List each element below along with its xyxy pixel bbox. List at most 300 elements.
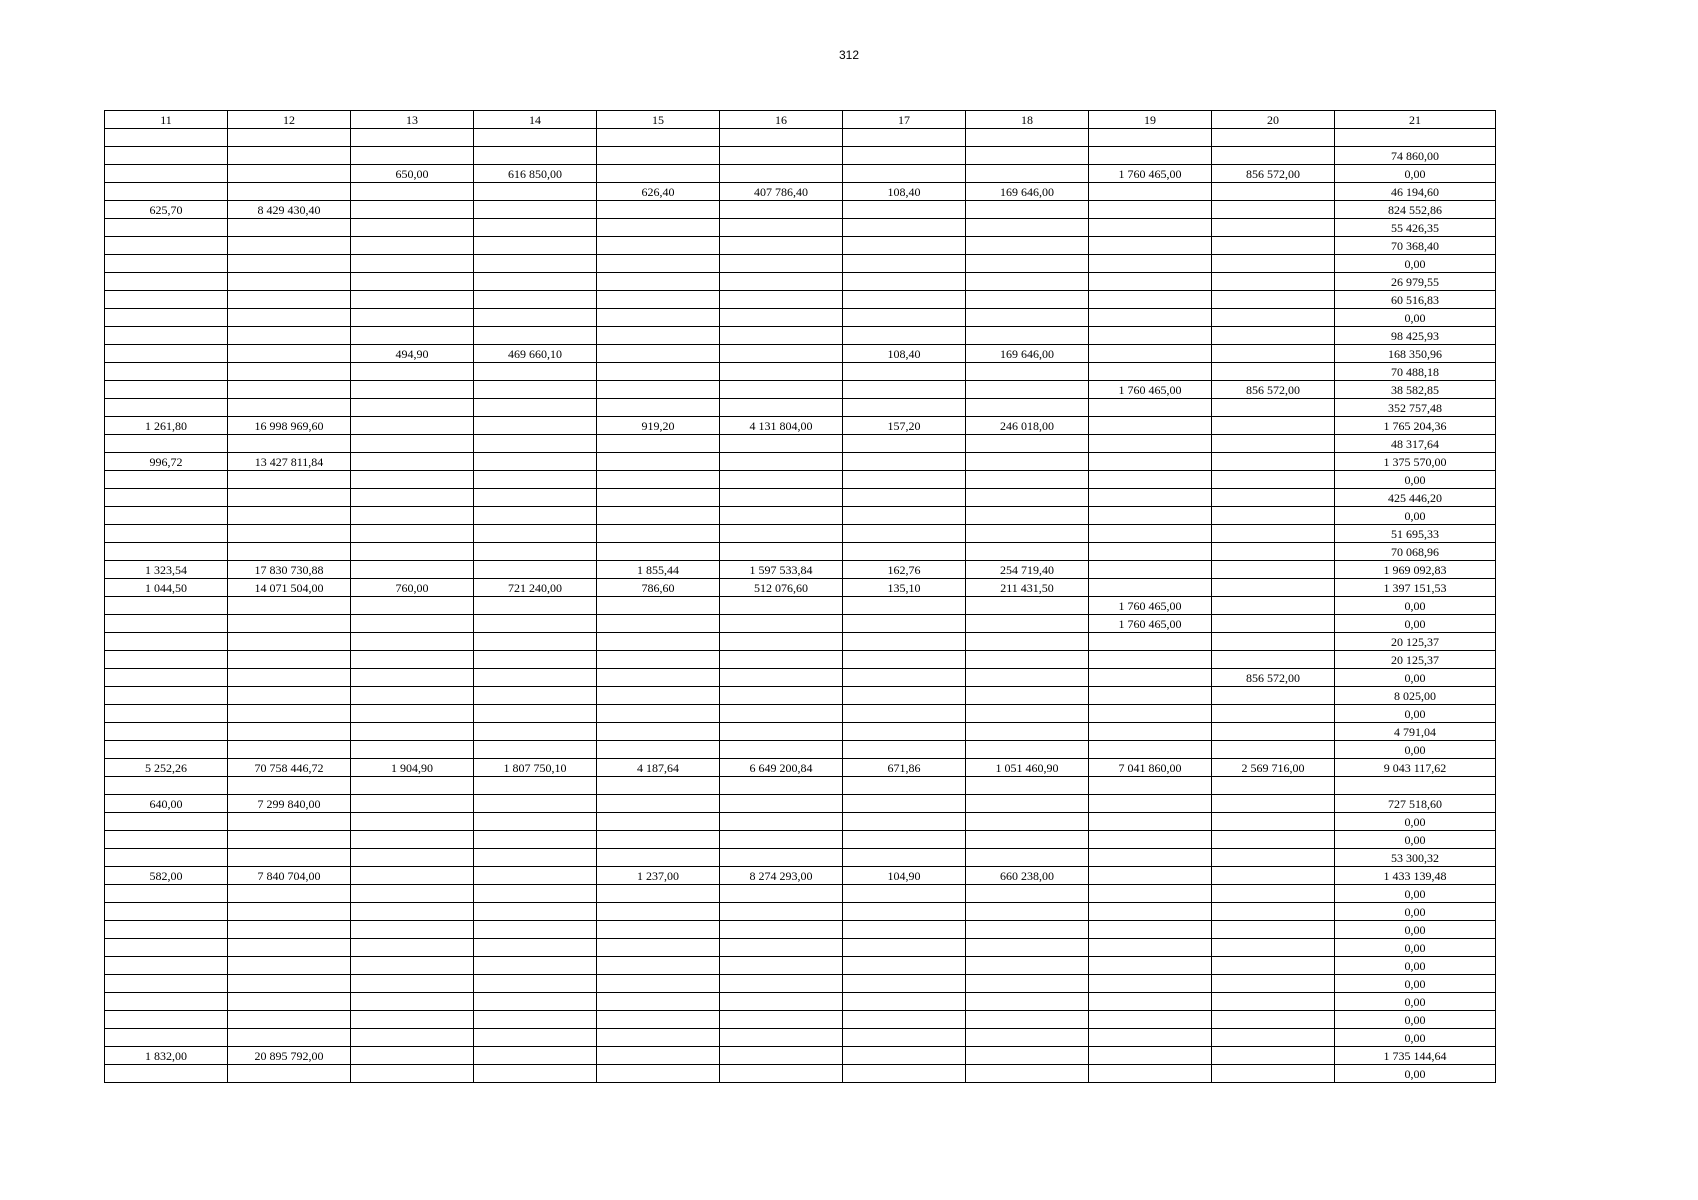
table-cell [1089,147,1212,165]
table-cell [1089,813,1212,831]
table-cell [474,435,597,453]
column-header: 11 [105,111,228,129]
table-cell [597,129,720,147]
table-cell [720,309,843,327]
table-cell [597,453,720,471]
column-header: 12 [228,111,351,129]
table-cell [474,1011,597,1029]
table-cell [105,975,228,993]
table-cell [105,993,228,1011]
table-cell [105,543,228,561]
table-cell [228,885,351,903]
table-cell [597,1047,720,1065]
table-cell [720,507,843,525]
table-cell: 0,00 [1335,939,1496,957]
table-cell: 1 760 465,00 [1089,381,1212,399]
table-cell [474,597,597,615]
table-cell [351,921,474,939]
table-cell: 856 572,00 [1212,165,1335,183]
table-row [105,777,1496,795]
table-cell [1212,237,1335,255]
table-cell [474,939,597,957]
table-cell [843,885,966,903]
table-cell [966,381,1089,399]
table-cell [1089,795,1212,813]
table-cell [843,903,966,921]
table-cell [1212,273,1335,291]
table-cell [1212,525,1335,543]
table-cell [1212,129,1335,147]
table-cell: 1 765 204,36 [1335,417,1496,435]
table-cell [720,669,843,687]
table-cell [105,633,228,651]
table-cell [1212,453,1335,471]
table-cell [228,669,351,687]
table-cell [228,957,351,975]
table-row [105,345,1496,363]
table-cell: 104,90 [843,867,966,885]
table-cell: 1 375 570,00 [1335,453,1496,471]
table-cell [1212,993,1335,1011]
table-cell [720,147,843,165]
table-cell [597,381,720,399]
table-cell [720,777,843,795]
table-cell [105,813,228,831]
table-row [105,183,1496,201]
table-cell: 1 832,00 [105,1047,228,1065]
table-cell [843,309,966,327]
table-cell [843,669,966,687]
table-cell [351,633,474,651]
table-cell [228,993,351,1011]
table-cell [843,381,966,399]
table-cell [597,615,720,633]
table-row [105,903,1496,921]
table-cell: 17 830 730,88 [228,561,351,579]
table-cell: 512 076,60 [720,579,843,597]
table-cell [351,867,474,885]
table-cell [351,237,474,255]
table-cell [720,165,843,183]
table-row [105,687,1496,705]
table-row [105,309,1496,327]
table-cell [720,489,843,507]
table-cell [720,399,843,417]
table-cell [105,849,228,867]
table-cell [474,849,597,867]
table-cell [228,237,351,255]
table-cell: 0,00 [1335,741,1496,759]
table-cell [1089,1011,1212,1029]
table-cell [966,489,1089,507]
table-cell [720,849,843,867]
table-cell: 1 597 533,84 [720,561,843,579]
table-cell: 856 572,00 [1212,381,1335,399]
table-cell [105,939,228,957]
table-cell [1089,363,1212,381]
table-cell [597,975,720,993]
table-cell [474,777,597,795]
table-row [105,561,1496,579]
table-cell [597,237,720,255]
table-cell [720,687,843,705]
table-cell [597,903,720,921]
table-cell [597,795,720,813]
table-cell [720,1029,843,1047]
table-cell [843,471,966,489]
table-cell [720,201,843,219]
table-cell: 1 397 151,53 [1335,579,1496,597]
table-cell [597,957,720,975]
table-cell [720,381,843,399]
table-cell [966,147,1089,165]
table-cell: 168 350,96 [1335,345,1496,363]
column-header: 19 [1089,111,1212,129]
table-cell [1089,1047,1212,1065]
table-cell [474,1029,597,1047]
table-cell [966,687,1089,705]
table-cell [105,705,228,723]
table-cell: 1 904,90 [351,759,474,777]
table-cell [966,831,1089,849]
table-cell [228,903,351,921]
table-cell [720,129,843,147]
table-cell [597,363,720,381]
table-cell [1089,435,1212,453]
table-cell [1212,651,1335,669]
table-cell: 9 043 117,62 [1335,759,1496,777]
table-cell [228,813,351,831]
table-cell [966,921,1089,939]
table-cell: 1 051 460,90 [966,759,1089,777]
table-cell [1089,885,1212,903]
table-cell [1089,183,1212,201]
table-cell [1089,471,1212,489]
column-header: 20 [1212,111,1335,129]
column-header: 17 [843,111,966,129]
table-cell [228,615,351,633]
table-cell [966,543,1089,561]
table-cell: 70 368,40 [1335,237,1496,255]
table-cell: 0,00 [1335,921,1496,939]
table-cell [597,723,720,741]
table-cell [720,795,843,813]
table-cell: 169 646,00 [966,345,1089,363]
table-cell [351,705,474,723]
table-row [105,255,1496,273]
table-cell [228,327,351,345]
table-cell [843,1011,966,1029]
table-cell [720,237,843,255]
table-row [105,993,1496,1011]
table-cell [228,507,351,525]
table-cell [228,651,351,669]
column-header: 18 [966,111,1089,129]
table-cell: 20 125,37 [1335,633,1496,651]
table-row [105,399,1496,417]
table-cell [843,219,966,237]
table-cell: 0,00 [1335,1065,1496,1083]
table-cell [351,417,474,435]
table-cell [843,813,966,831]
table-cell [228,597,351,615]
table-cell [351,129,474,147]
table-cell [1212,147,1335,165]
table-cell [474,255,597,273]
table-cell [351,975,474,993]
table-cell: 48 317,64 [1335,435,1496,453]
table-cell [351,471,474,489]
table-cell [843,363,966,381]
table-cell [1212,1065,1335,1083]
table-cell [474,471,597,489]
table-cell [597,147,720,165]
table-cell [474,381,597,399]
table-cell [1089,291,1212,309]
table-cell [1212,579,1335,597]
table-cell [597,345,720,363]
table-cell [351,831,474,849]
table-cell [843,651,966,669]
table-cell [597,507,720,525]
table-cell: 1 433 139,48 [1335,867,1496,885]
table-row [105,975,1496,993]
table-cell [474,1065,597,1083]
table-cell: 254 719,40 [966,561,1089,579]
table-cell: 70 758 446,72 [228,759,351,777]
table-cell [1212,777,1335,795]
table-cell [966,363,1089,381]
table-cell: 26 979,55 [1335,273,1496,291]
table-cell [228,471,351,489]
table-cell [966,741,1089,759]
table-cell [1089,939,1212,957]
table-row [105,741,1496,759]
table-cell [843,165,966,183]
table-cell [843,939,966,957]
table-cell [474,561,597,579]
table-cell: 1 760 465,00 [1089,615,1212,633]
table-cell [105,615,228,633]
table-cell: 625,70 [105,201,228,219]
table-cell [474,507,597,525]
table-cell: 0,00 [1335,705,1496,723]
table-cell [105,309,228,327]
table-cell: 13 427 811,84 [228,453,351,471]
table-cell [1212,291,1335,309]
table-cell [966,237,1089,255]
table-cell: 51 695,33 [1335,525,1496,543]
table-cell [105,345,228,363]
table-cell [351,507,474,525]
data-table [104,110,1496,1083]
table-cell [1212,363,1335,381]
table-cell [966,615,1089,633]
table-cell: 494,90 [351,345,474,363]
table-cell [720,363,843,381]
table-cell [228,219,351,237]
table-cell [105,885,228,903]
table-cell: 0,00 [1335,831,1496,849]
table-cell [228,129,351,147]
table-cell [1212,201,1335,219]
table-cell [105,777,228,795]
table-row [105,435,1496,453]
table-cell [228,777,351,795]
table-cell [474,813,597,831]
table-cell [1089,849,1212,867]
table-cell: 0,00 [1335,597,1496,615]
table-cell [1212,921,1335,939]
table-cell [720,975,843,993]
table-cell [351,813,474,831]
table-cell [966,903,1089,921]
table-cell: 5 252,26 [105,759,228,777]
table-cell [720,597,843,615]
table-cell [105,1065,228,1083]
table-cell: 157,20 [843,417,966,435]
table-cell: 727 518,60 [1335,795,1496,813]
table-cell [597,651,720,669]
table-cell [105,903,228,921]
table-cell [474,741,597,759]
table-cell [720,435,843,453]
table-row [105,165,1496,183]
table-cell [105,291,228,309]
table-cell: 0,00 [1335,471,1496,489]
table-cell [1212,705,1335,723]
table-cell [720,291,843,309]
table-cell [1089,1029,1212,1047]
table-row [105,453,1496,471]
table-cell [228,543,351,561]
table-cell [843,399,966,417]
table-row [105,615,1496,633]
table-cell: 8 274 293,00 [720,867,843,885]
table-cell [843,1065,966,1083]
table-cell [474,921,597,939]
table-row [105,489,1496,507]
table-cell [1212,183,1335,201]
table-cell [720,1047,843,1065]
table-row [105,759,1496,777]
table-row [105,1029,1496,1047]
table-cell [1089,723,1212,741]
table-cell [1089,1065,1212,1083]
table-cell [351,525,474,543]
table-cell [843,831,966,849]
table-cell [351,1065,474,1083]
table-row [105,921,1496,939]
table-cell [966,777,1089,795]
table-cell [1089,345,1212,363]
table-cell: 469 660,10 [474,345,597,363]
table-body [105,129,1496,1083]
table-cell: 135,10 [843,579,966,597]
table-cell [1212,399,1335,417]
table-cell: 4 791,04 [1335,723,1496,741]
table-cell [597,489,720,507]
table-cell [843,633,966,651]
table-row [105,651,1496,669]
table-cell [351,291,474,309]
table-cell [843,1047,966,1065]
table-cell [1089,633,1212,651]
table-cell [597,309,720,327]
table-row [105,471,1496,489]
table-cell [966,633,1089,651]
table-cell: 1 261,80 [105,417,228,435]
table-cell [351,255,474,273]
table-cell: 919,20 [597,417,720,435]
table-cell [1089,867,1212,885]
table-cell: 6 649 200,84 [720,759,843,777]
table-cell [1212,507,1335,525]
table-cell: 760,00 [351,579,474,597]
table-cell [474,273,597,291]
table-cell [105,237,228,255]
table-cell [966,1029,1089,1047]
table-cell [1089,831,1212,849]
table-cell [474,903,597,921]
table-cell [966,1047,1089,1065]
table-row [105,1011,1496,1029]
table-cell: 856 572,00 [1212,669,1335,687]
table-cell [228,183,351,201]
table-cell [228,435,351,453]
table-cell [1212,543,1335,561]
table-cell [597,435,720,453]
table-cell [1089,201,1212,219]
table-cell [1335,777,1496,795]
table-cell [351,183,474,201]
table-cell [843,147,966,165]
table-cell [474,993,597,1011]
table-cell [228,525,351,543]
table-cell [597,255,720,273]
column-header: 14 [474,111,597,129]
table-cell [1089,975,1212,993]
table-cell [720,723,843,741]
table-cell [597,1011,720,1029]
table-row [105,813,1496,831]
table-cell [105,471,228,489]
table-cell [351,309,474,327]
table-cell: 0,00 [1335,309,1496,327]
table-cell [351,903,474,921]
table-cell [966,597,1089,615]
table-cell [228,489,351,507]
table-cell [474,705,597,723]
table-cell [966,399,1089,417]
table-cell: 0,00 [1335,165,1496,183]
table-cell [1089,219,1212,237]
table-cell [720,633,843,651]
table-cell [105,1029,228,1047]
table-cell [966,435,1089,453]
table-cell [105,669,228,687]
table-cell [597,741,720,759]
table-row [105,381,1496,399]
table-cell [966,993,1089,1011]
table-cell [597,633,720,651]
table-cell [474,201,597,219]
table-cell [597,597,720,615]
table-cell [597,273,720,291]
table-cell [720,345,843,363]
table-cell [597,165,720,183]
table-cell [597,921,720,939]
